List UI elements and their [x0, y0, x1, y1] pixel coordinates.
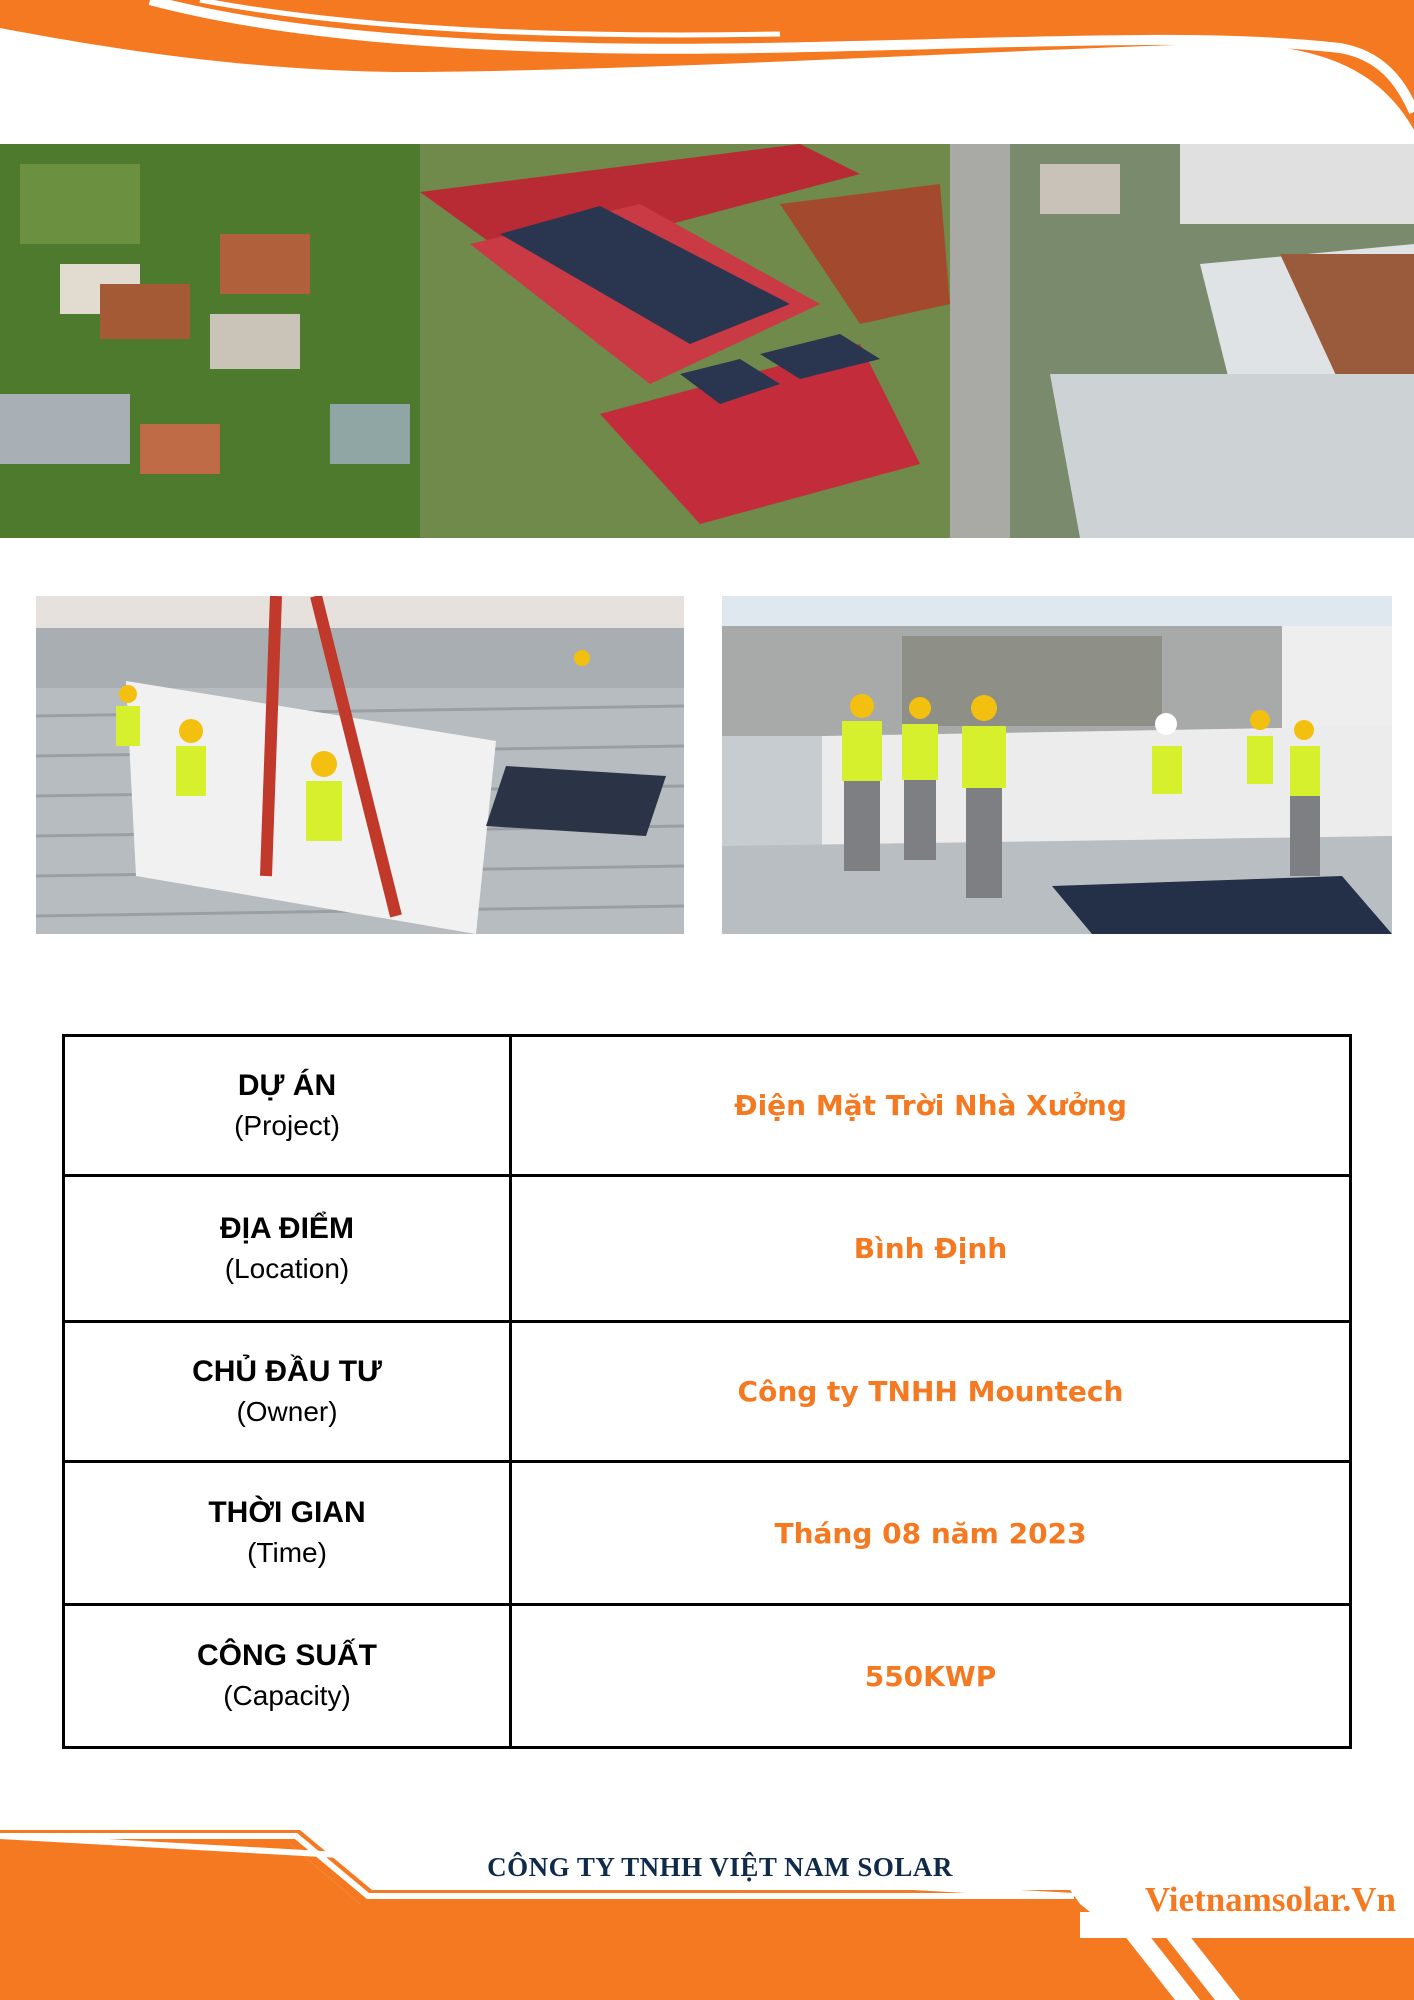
website-link[interactable]: Vietnamsolar.Vn [1144, 1880, 1396, 1919]
owner-sublabel: (Owner) [236, 1395, 338, 1427]
aerial-factory-image [0, 144, 1414, 538]
project-info-table [62, 1034, 1352, 1749]
row-label-cell [64, 1605, 511, 1748]
owner-label: CHỦ ĐẦU TƯ [192, 1354, 382, 1388]
project-label: DỰ ÁN [237, 1068, 337, 1102]
row-label-cell [64, 1176, 511, 1322]
company-name: CÔNG TY TNHH VIỆT NAM SOLAR [487, 1852, 953, 1882]
table-row [64, 1322, 1351, 1462]
location-sublabel: (Location) [224, 1252, 350, 1284]
time-value: Tháng 08 năm 2023 [774, 1516, 1087, 1550]
project-value: Điện Mặt Trời Nhà Xưởng [734, 1089, 1127, 1122]
table-row [64, 1462, 1351, 1605]
row-value-cell [511, 1322, 1351, 1462]
installation-photo-left [36, 596, 684, 934]
workers-lifting-panel-image [36, 596, 684, 934]
table-row [64, 1605, 1351, 1748]
table-row [64, 1036, 1351, 1176]
capacity-label: CÔNG SUẤT [197, 1639, 377, 1672]
time-sublabel: (Time) [247, 1537, 327, 1568]
table-row [64, 1176, 1351, 1322]
row-label-cell [64, 1462, 511, 1605]
capacity-sublabel: (Capacity) [223, 1680, 351, 1711]
installation-photo-right [722, 596, 1392, 934]
capacity-value: 550KWP [864, 1659, 997, 1693]
location-value: Bình Định [853, 1232, 1008, 1265]
location-label: ĐỊA ĐIỂM [220, 1211, 354, 1245]
aerial-photo [0, 144, 1414, 538]
row-value-cell [511, 1605, 1351, 1748]
row-label-cell [64, 1322, 511, 1462]
time-label: THỜI GIAN [208, 1496, 366, 1529]
row-value-cell [511, 1462, 1351, 1605]
workers-carrying-panel-image [722, 596, 1392, 934]
row-value-cell [511, 1036, 1351, 1176]
row-label-cell [64, 1036, 511, 1176]
top-wave-decoration [0, 0, 1414, 135]
owner-value: Công ty TNHH Mountech [737, 1375, 1124, 1408]
project-sublabel: (Project) [234, 1109, 340, 1141]
row-value-cell [511, 1176, 1351, 1322]
